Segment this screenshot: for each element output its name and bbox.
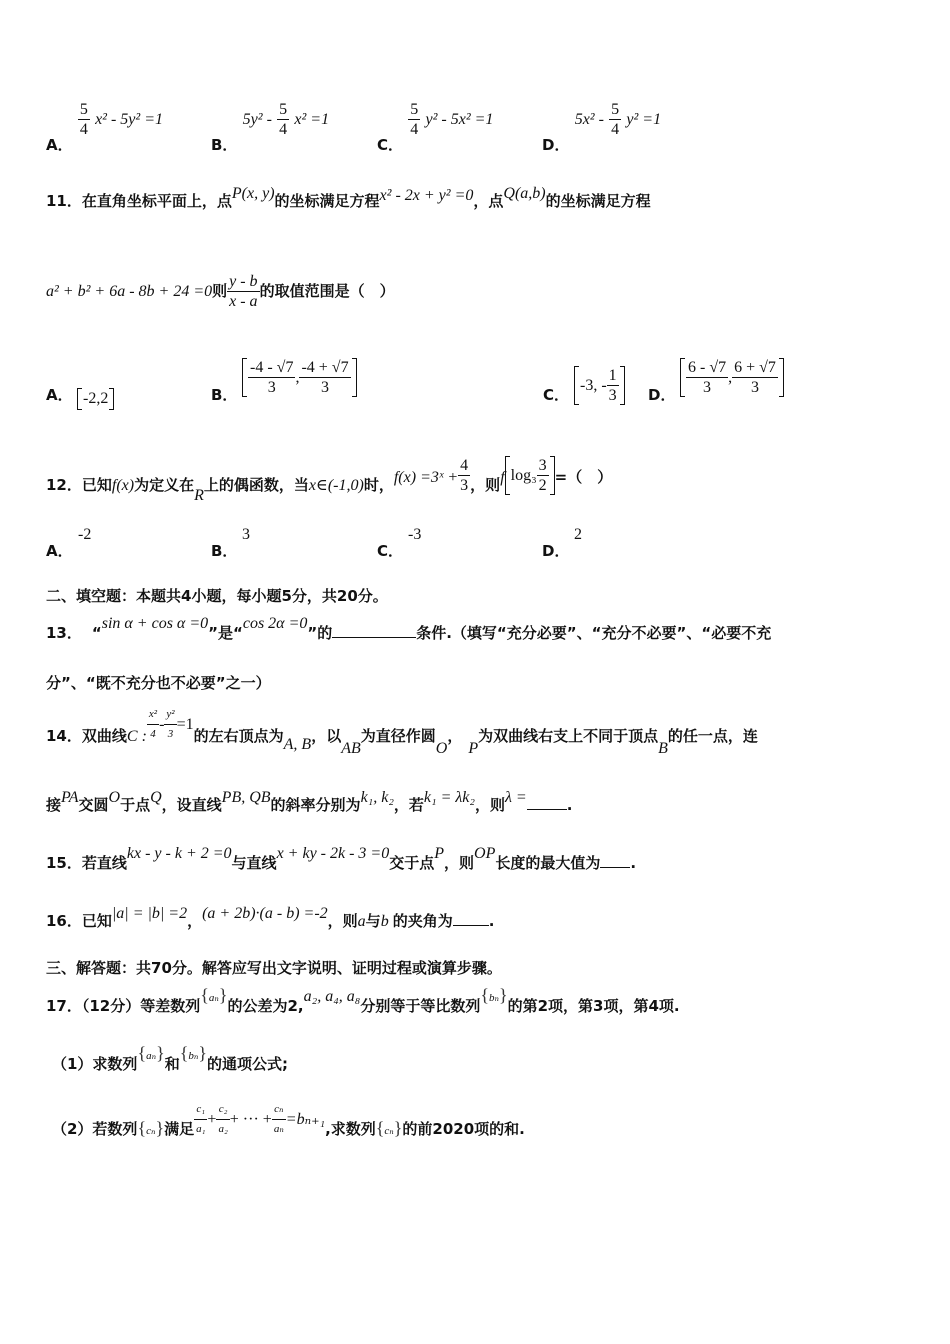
q14-line2: 接PA交圆O于点Q，设直线PB, QB的斜率分别为k₁, k₂，若k₁ = λk₂，则λ = . bbox=[46, 789, 573, 814]
q13-line2: 分”、“既不充分也不必要”之一） bbox=[46, 674, 271, 692]
answer-blank[interactable] bbox=[600, 853, 630, 868]
fraction: $\frac{5}{4}$ bbox=[611, 101, 620, 138]
q16-line: 16．已知|a| = |b| =2，(a + 2b)·(a - b) =-2，则a与b 的夹角为 . bbox=[46, 905, 495, 930]
q10-option-d: D． 5x² - $\frac{5}{4}$ y² =1 bbox=[542, 101, 662, 154]
q11-line1: 11．在直角坐标平面上，点P(x, y)的坐标满足方程x² - 2x + y² =0，点Q(a,b)的坐标满足方程 bbox=[46, 185, 651, 210]
q14-line1: 14．双曲线C : $\frac{\text{x²}}{4}$ - $\frac{\text{y²}}{3}$ =1的左右顶点为A, B，以AB为直径作圆O，P为双曲线右支上不同于顶点B的任一点，连 bbox=[46, 705, 758, 744]
q17-part2: （2）若数列$\{_{c_n}\}$满足 $\frac{\text{c₁}}{\text{a₁}}$ + $\frac{\text{c₂}}{\text{a₂}}$ + ··· + $\frac{\text{cₙ}}{\text{aₙ}}$ =bₙ₊₁,求数列$\{_{c_n}\}$的前2020项的和. bbox=[52, 1100, 525, 1139]
section-2-heading: 二、填空题：本题共4小题，每小题5分，共20分。 bbox=[46, 587, 388, 605]
interval-b: $\frac{-4 - √7}{3}$ , $\frac{-4 + √7}{3}$ bbox=[242, 358, 357, 397]
fraction: $\frac{5}{4}$ bbox=[410, 101, 419, 138]
q12-line: 12．已知f(x)为定义在R上的偶函数，当x∈(-1,0)时，f(x) =3ˣ + $\frac{4}{3}$ ，则f log₃ $\frac{3}{2}$ =（ ） bbox=[46, 457, 613, 504]
section-3-heading: 三、解答题：共70分。解答应写出文字说明、证明过程或演算步骤。 bbox=[46, 959, 502, 977]
interval-a: -2,2 bbox=[77, 388, 114, 410]
answer-blank[interactable] bbox=[332, 623, 416, 638]
q17-line: 17．（12分）等差数列{aₙ}的公差为2,a₂, a₄, a₈分别等于等比数列{bₙ}的第2项，第3项，第4项. bbox=[46, 985, 680, 1015]
exam-page: A． $\frac{5}{4}$ x² - 5y² =1 B． 5y² - $\frac{5}{4}$ x² =1 C． $\frac{5}{4}$ y² - 5x² =1 D． 5x² - $\frac{5}{4}$ y² =1 11．在直角坐标平面上，点P(x, y)的坐标满足方程x² - 2x + y² =0，点Q(a,b)的坐标满足方程 a² + b² + 6a - 8b + 24 =0则 $\frac{y - b}{x - a}$ 的取值范围是（ ） A． -2,2 B． $\frac{-4 - √7}{3}$ , $\frac{-4 + √7}{3}$ C． -3, - $\frac{1}{3}$ D． $\frac{6 - √7}{3}$ , $\frac{6 + √7}{3}$ 12．已知f(x)为定义在R上的偶函数，当x∈(-1,0)时，f(x) =3ˣ + $\frac{4}{3}$ ，则f log₃ $\frac{3}{2}$ =（ ） A． -2 B． 3 C． -3 D． 2 二、填空题：本题共4小题，每小题5分，共20分。 13． “sin α + cos α =0”是“cos 2α =0”的 条件.（填写“充分必要”、“充分不必要”、“必要不充 分”、“既不充分也不必要”之一） 14．双曲线C : $\frac{\text{x²}}{4}$ - $\frac{\text{y²}}{3}$ =1的左右顶点为A, B，以AB为直径作圆O，P为双曲线右支上不同于顶点B的任一点，连 接PA交圆O于点Q，设直线PB, QB的斜率分别为k₁, k₂，若k₁ = λk₂，则λ = . 15．若直线kx - y - k + 2 =0与直线x + ky - 2k - 3 =0交于点P，则OP长度的最大值为 . 16．已知|a| = |b| =2，(a + 2b)·(a - b) =-2，则a与b 的夹角为 . 三、解答题：共70分。解答应写出文字说明、证明过程或演算步骤。 17．（12分）等差数列{aₙ}的公差为2,a₂, a₄, a₈分别等于等比数列{bₙ}的第2项，第3项，第4项. （1）求数列{aₙ}和{bₙ}的通项公式; （2）若数列$\{_{c_n}\}$满足 $\frac{\text{c₁}}{\text{a₁}}$ + $\frac{\text{c₂}}{\text{a₂}}$ + ··· + $\frac{\text{cₙ}}{\text{aₙ}}$ =bₙ₊₁,求数列$\{_{c_n}\}$的前2020项的和. bbox=[0, 0, 950, 1344]
log-group: log₃ $\frac{3}{2}$ bbox=[505, 456, 555, 495]
q10-option-c: C． $\frac{5}{4}$ y² - 5x² =1 bbox=[377, 101, 494, 154]
fraction: $\frac{4}{3}$ bbox=[460, 457, 469, 494]
q13-line1: 13． “sin α + cos α =0”是“cos 2α =0”的 条件.（填写“充分必要”、“充分不必要”、“必要不充 bbox=[46, 615, 772, 642]
q10-option-a: A． $\frac{5}{4}$ x² - 5y² =1 bbox=[46, 101, 163, 154]
answer-blank[interactable] bbox=[453, 911, 489, 926]
interval-d: $\frac{6 - √7}{3}$ , $\frac{6 + √7}{3}$ bbox=[680, 358, 784, 397]
interval-c: -3, - $\frac{1}{3}$ bbox=[574, 366, 625, 405]
answer-blank[interactable] bbox=[527, 795, 567, 810]
q10-option-b: B． 5y² - $\frac{5}{4}$ x² =1 bbox=[211, 101, 330, 154]
fraction: $\frac{5}{4}$ bbox=[79, 101, 88, 138]
q17-part1: （1）求数列{aₙ}和{bₙ}的通项公式; bbox=[52, 1043, 288, 1073]
q11-line2: a² + b² + 6a - 8b + 24 =0则 $\frac{y - b}{x - a}$ 的取值范围是（ ） bbox=[46, 273, 395, 310]
q15-line: 15．若直线kx - y - k + 2 =0与直线x + ky - 2k - 3 =0交于点P，则OP长度的最大值为 . bbox=[46, 845, 637, 872]
fraction: $\frac{5}{4}$ bbox=[279, 101, 288, 138]
fraction: $\frac{y - b}{x - a}$ bbox=[229, 273, 258, 310]
